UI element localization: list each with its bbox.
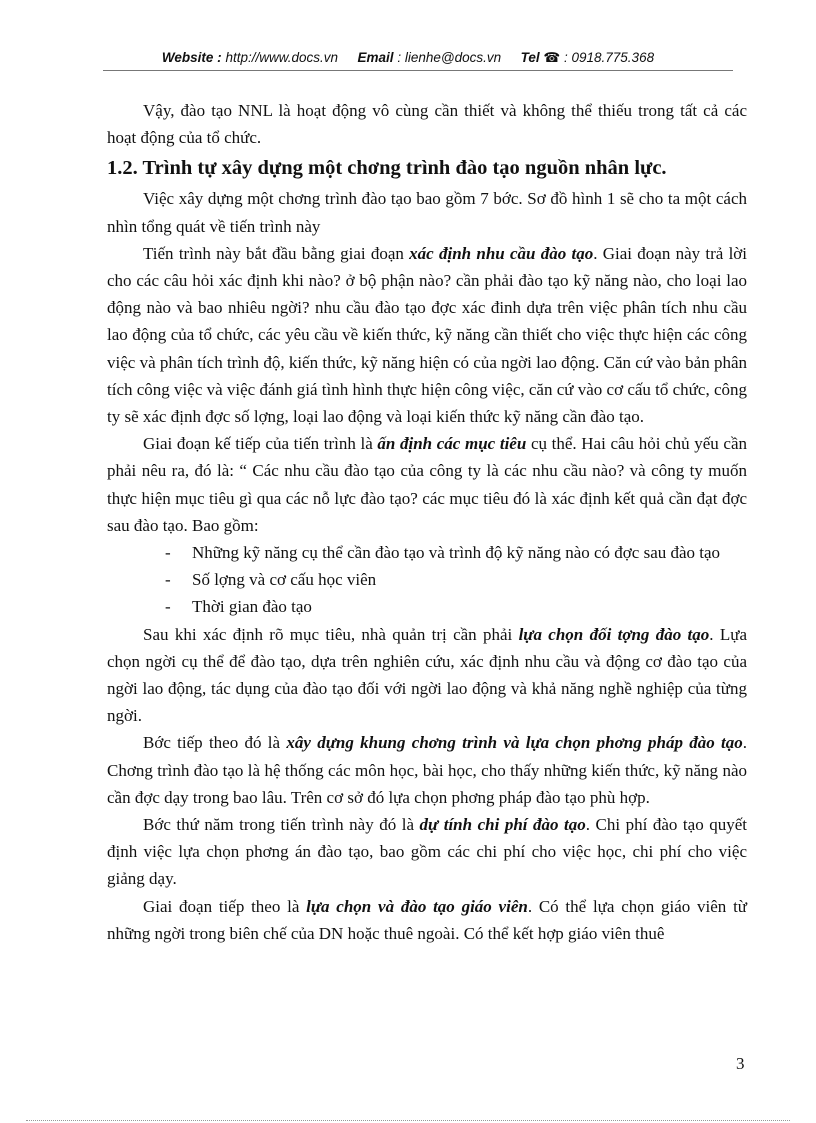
phone-icon: ☎ [543, 50, 561, 65]
objectives-list [107, 539, 747, 621]
email-address[interactable]: : lienhe@docs.vn [397, 50, 502, 65]
tel-label: Tel [520, 50, 540, 65]
term-trainer-selection: lựa chọn và đào tạo giáo viên [306, 896, 528, 916]
term-needs-assessment: xác định nhu cầu đào tạo [409, 243, 594, 263]
term-curriculum: xây dựng khung chơng trình và lựa chọn phơng pháp đào tạo [286, 733, 743, 753]
list-item: - Những kỹ năng cụ thể cần đào tạo và trình độ kỹ năng nào có đợc sau đào tạo [165, 539, 747, 566]
document-body [107, 97, 747, 947]
page-header [0, 50, 816, 66]
header-divider [103, 70, 733, 71]
page-bottom-border [26, 1120, 790, 1121]
email-label: Email [357, 50, 394, 65]
paragraph-program-overview: Việc xây dựng một chơng trình đào tạo bao gồm 7 bớc. Sơ đồ hình 1 sẽ cho ta một cách nhìn tổng quát về tiến trình này [107, 189, 747, 236]
paragraph-curriculum: Bớc tiếp theo đó là xây dựng khung chơng trình và lựa chọn phơng pháp đào tạo. Chơng trình đào tạo là hệ thống các môn học, bài học, cho thấy những kiến thức, kỹ năng nào cần đợc dạy trong bao lâu. Trên cơ sở đó lựa chọn phơng pháp đào tạo phù hợp. [107, 733, 748, 807]
list-item: - Số lợng và cơ cấu học viên [165, 566, 747, 593]
term-objectives: ấn định các mục tiêu [377, 434, 527, 454]
term-cost-estimate: dự tính chi phí đào tạo [419, 815, 586, 835]
paragraph-trainee-selection: Sau khi xác định rõ mục tiêu, nhà quản trị cần phải lựa chọn đối tợng đào tạo. Lựa chọn ngời cụ thể để đào tạo, dựa trên nghiên cứu, xác định nhu cầu và động cơ đào tạo của ngời lao động, tác dụng của đào tạo đối với ngời lao động và khả năng nghề nghiệp của từng ngời. [107, 624, 747, 726]
tel-number: : 0918.775.368 [564, 50, 655, 65]
paragraph-needs-assessment: Tiến trình này bắt đầu bằng giai đoạn xác định nhu cầu đào tạo. Giai đoạn này trả lời cho các câu hỏi xác định khi nào? ở bộ phận nào? cần phải đào tạo kỹ năng nào, cho loại lao động nào và bao nhiêu ngời? nhu cầu đào tạo đợc xác đinh dựa trên việc phân tích nhu cầu lao động của tổ chức, các yêu cầu về kiến thức, kỹ năng cần thiết cho việc thực hiện các công việc và phân tích trình độ, kiến thức, kỹ năng hiện có của ngời lao động. Căn cứ vào bản phân tích công việc và việc đánh giá tình hình thực hiện công việc, căn cứ vào cơ cấu tổ chức, công ty sẽ xác định đợc số lợng, loại lao động và loại kiến thức kỹ năng cần đào tạo. [107, 243, 747, 427]
paragraph-cost-estimate: Bớc thứ năm trong tiến trình này đó là dự tính chi phí đào tạo. Chi phí đào tạo quyết định việc lựa chọn phơng án đào tạo, bao gồm các chi phí cho việc học, chi phí cho việc giảng dạy. [107, 815, 747, 889]
section-heading: 1.2. Trình tự xây dựng một chơng trình đào tạo nguồn nhân lực. [107, 157, 667, 180]
list-item: - Thời gian đào tạo [165, 593, 747, 620]
page-number: 3 [736, 1054, 745, 1073]
website-url[interactable]: http://www.docs.vn [225, 50, 338, 65]
paragraph-trainer-selection: Giai đoạn tiếp theo là lựa chọn và đào tạo giáo viên. Có thể lựa chọn giáo viên từ những ngời trong biên chế của DN hoặc thuê ngoài. Có thể kết hợp giáo viên thuê [107, 896, 748, 943]
paragraph-objectives: Giai đoạn kế tiếp của tiến trình là ấn định các mục tiêu cụ thể. Hai câu hỏi chủ yếu cần phải nêu ra, đó là: “ Các nhu cầu đào tạo của công ty là các nhu cầu nào? và công ty muốn thực hiện mục tiêu gì qua các nỗ lực đào tạo? các mục tiêu đó là xác định kết quả cần đạt đợc sau đào tạo. Bao gồm: [107, 434, 748, 535]
website-label: Website : [161, 50, 222, 65]
intro-paragraph: Vậy, đào tạo NNL là hoạt động vô cùng cần thiết và không thể thiếu trong tất cả các hoạt động của tổ chức. [107, 101, 747, 148]
term-trainee-selection: lựa chọn đối tợng đào tạo [518, 624, 710, 644]
